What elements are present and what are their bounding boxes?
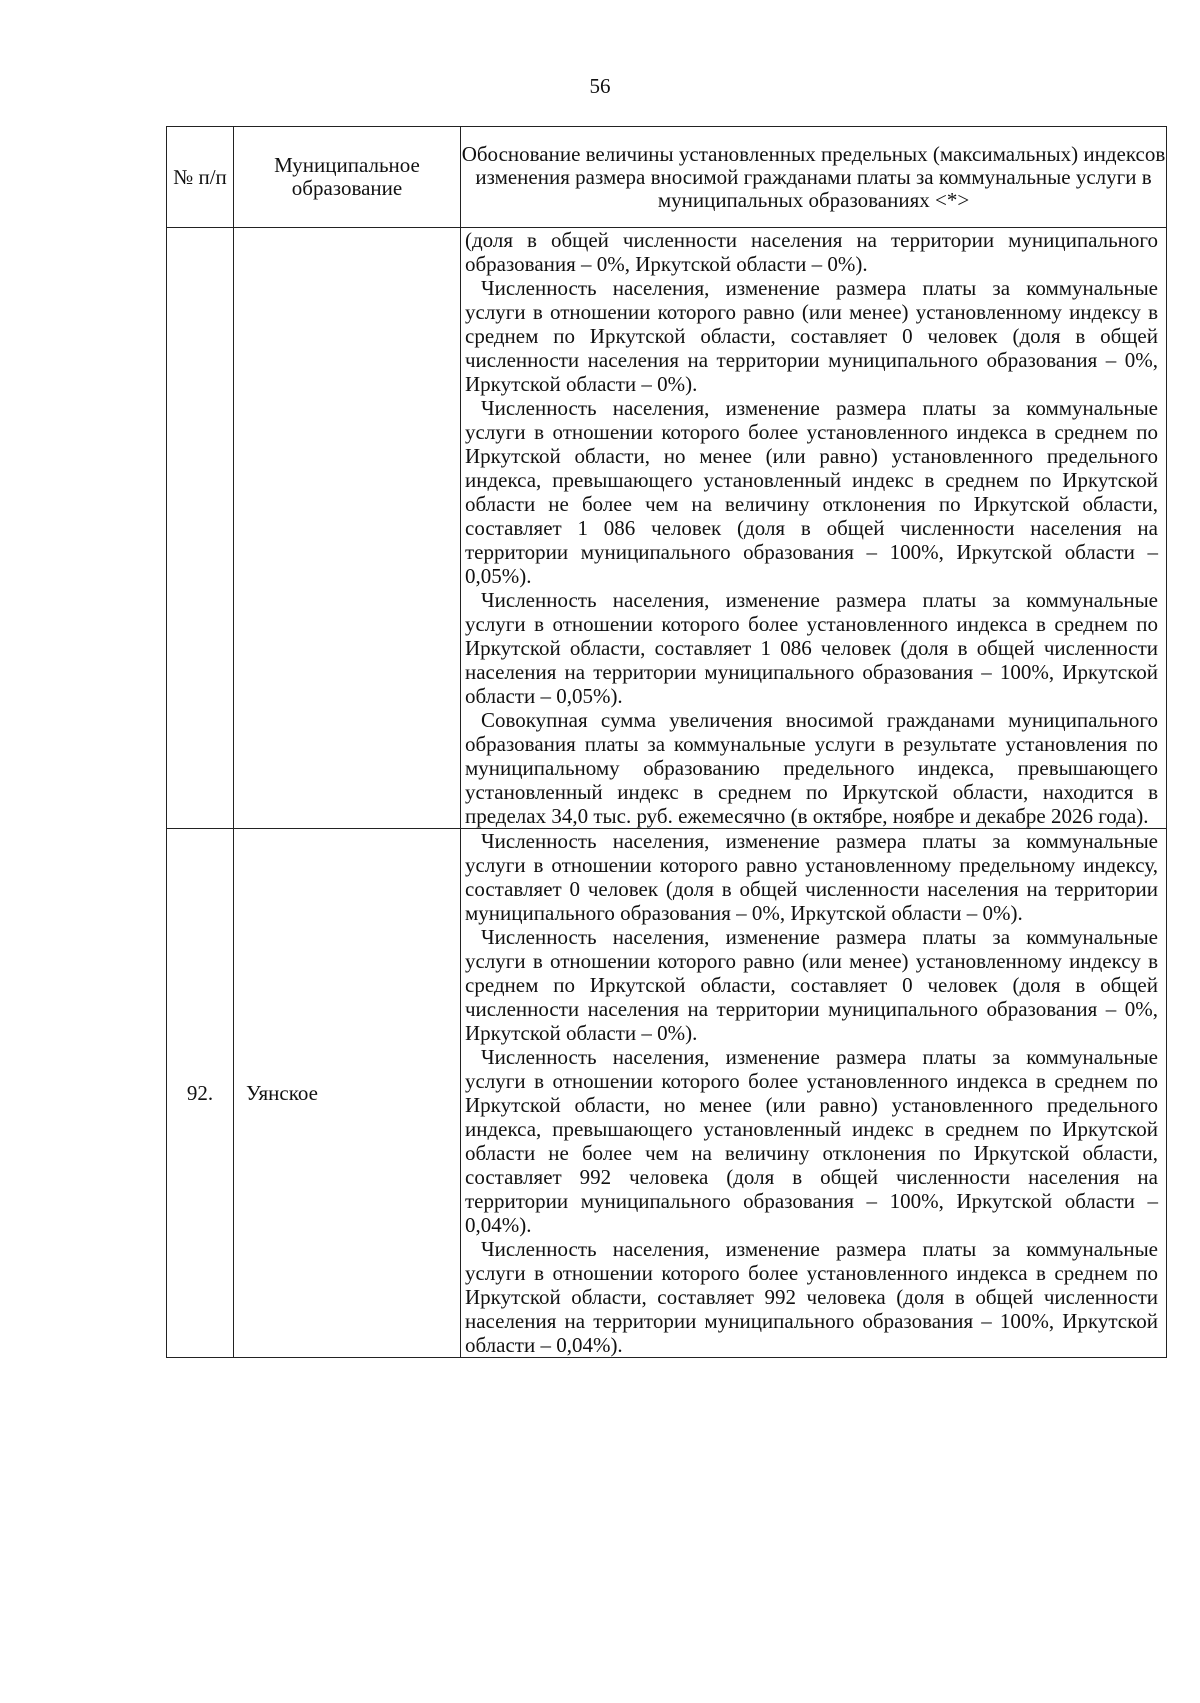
header-justification: Обоснование величины установленных предельных (максимальных) индексов изменения размера вносимой гражданами платы за коммунальные услуги в муниципальных образованиях <*> <box>461 127 1167 228</box>
paragraph: (доля в общей численности населения на территории муниципального образования – 0%, Иркутской области – 0%). <box>465 228 1158 276</box>
table-row <box>167 228 1167 829</box>
header-municipality: Муниципальное образование <box>234 127 461 228</box>
paragraph: Численность населения, изменение размера платы за коммунальные услуги в отношении которого равно установленному предельному индексу, составляет 0 человек (доля в общей численности населения на территории муниципального образования – 0%, Иркутской области – 0%). <box>465 829 1158 925</box>
row-justification <box>461 829 1167 1358</box>
page-number: 56 <box>589 74 611 98</box>
paragraph: Совокупная сумма увеличения вносимой гражданами муниципального образования платы за коммунальные услуги в результате установления по муниципальному образованию предельного индекса, превышающего установленный индекс в среднем по Иркутской области, находится в пределах 34,0 тыс. руб. ежемесячно (в октябре, ноябре и декабре 2026 года). <box>465 708 1158 828</box>
paragraph: Численность населения, изменение размера платы за коммунальные услуги в отношении которого равно (или менее) установленному индексу в среднем по Иркутской области, составляет 0 человек (доля в общей численности населения на территории муниципального образования – 0%, Иркутской области – 0%). <box>465 925 1158 1045</box>
paragraph: Численность населения, изменение размера платы за коммунальные услуги в отношении которого равно (или менее) установленному индексу в среднем по Иркутской области, составляет 0 человек (доля в общей численности населения на территории муниципального образования – 0%, Иркутской области – 0%). <box>465 276 1158 396</box>
justification-table <box>166 126 1167 1358</box>
row-num: 92. <box>167 829 234 1358</box>
paragraph: Численность населения, изменение размера платы за коммунальные услуги в отношении которого более установленного индекса в среднем по Иркутской области, составляет 992 человека (доля в общей численности населения на территории муниципального образования – 100%, Иркутской области – 0,04%). <box>465 1237 1158 1357</box>
table-row <box>167 829 1167 1358</box>
paragraph: Численность населения, изменение размера платы за коммунальные услуги в отношении которого более установленного индекса в среднем по Иркутской области, но менее (или равно) установленного предельного индекса, превышающего установленный индекс в среднем по Иркутской области не более чем на величину отклонения по Иркутской области, составляет 1 086 человек (доля в общей численности населения на территории муниципального образования – 100%, Иркутской области – 0,05%). <box>465 396 1158 588</box>
paragraph: Численность населения, изменение размера платы за коммунальные услуги в отношении которого более установленного индекса в среднем по Иркутской области, но менее (или равно) установленного предельного индекса, превышающего установленный индекс в среднем по Иркутской области не более чем на величину отклонения по Иркутской области, составляет 992 человека (доля в общей численности населения на территории муниципального образования – 100%, Иркутской области – 0,04%). <box>465 1045 1158 1237</box>
row-municipality: Уянское <box>234 829 461 1358</box>
row-municipality <box>234 228 461 829</box>
header-num: № п/п <box>167 127 234 228</box>
table-header-row <box>167 127 1167 228</box>
row-num <box>167 228 234 829</box>
paragraph: Численность населения, изменение размера платы за коммунальные услуги в отношении которого более установленного индекса в среднем по Иркутской области, составляет 1 086 человек (доля в общей численности населения на территории муниципального образования – 100%, Иркутской области – 0,05%). <box>465 588 1158 708</box>
row-justification <box>461 228 1167 829</box>
